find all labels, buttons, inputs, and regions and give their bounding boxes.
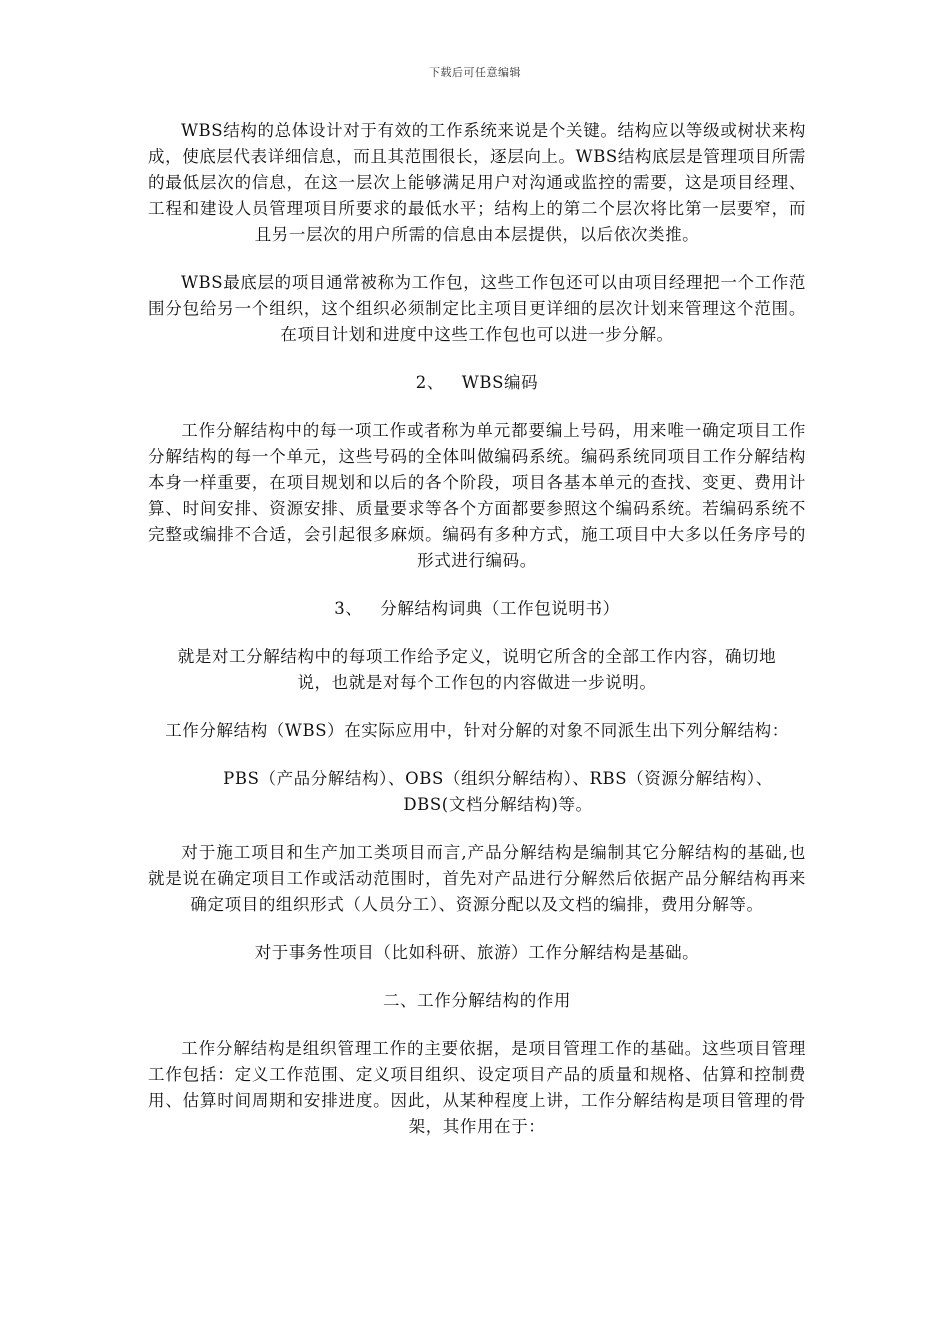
paragraph-work-package [148, 270, 806, 348]
paragraph-construction-projects [148, 840, 806, 918]
paragraph-text: PBS（产品分解结构）、OBS（组织分解结构）、RBS（资源分解结构）、DBS(文档分解结构)等。 [223, 769, 773, 814]
paragraph-dictionary-definition [148, 644, 806, 696]
paragraph-wbs-role [148, 1036, 806, 1140]
paragraph-wbs-design [148, 118, 806, 248]
heading-number: 2、 [415, 373, 444, 392]
heading-title: WBS编码 [461, 373, 539, 392]
paragraph-text: 工作分解结构是组织管理工作的主要依据，是项目管理工作的基础。这些项目管理工作包括：定义工作范围、定义项目组织、设定项目产品的质量和规格、估算和控制费用、估算时间周期和安排进度。因此，从某种程度上讲，工作分解结构是项目管理的骨架，其作用在于： [148, 1039, 806, 1136]
paragraph-text: 工作分解结构（WBS）在实际应用中，针对分解的对象不同派生出下列分解结构： [165, 721, 789, 740]
paragraph-text: WBS结构的总体设计对于有效的工作系统来说是个关键。结构应以等级或树状来构成，使底层代表详细信息，而且其范围很长，逐层向上。WBS结构底层是管理项目所需的最低层次的信息，在这一层次上能够满足用户对沟通或监控的需要，这是项目经理、工程和建设人员管理项目所要求的最低水平；结构上的第二个层次将比第一层要窄，而且另一层次的用户所需的信息由本层提供，以后依次类推。 [148, 121, 806, 244]
paragraph-text: 工作分解结构中的每一项工作或者称为单元都要编上号码，用来唯一确定项目工作分解结构的每一个单元，这些号码的全体叫做编码系统。编码系统同项目工作分解结构本身一样重要，在项目规划和以后的各个阶段，项目各基本单元的查找、变更、费用计算、时间安排、资源安排、质量要求等各个方面都要参照这个编码系统。若编码系统不完整或编排不合适，会引起很多麻烦。编码有多种方式，施工项目中大多以任务序号的形式进行编码。 [148, 421, 806, 570]
heading-section-two: 二、工作分解结构的作用 [382, 991, 572, 1010]
paragraph-derived-structures [148, 718, 806, 744]
paragraph-text: 对于事务性项目（比如科研、旅游）工作分解结构是基础。 [254, 943, 700, 962]
paragraph-text: 就是对工分解结构中的每项工作给予定义，说明它所含的全部工作内容，确切地说，也就是对每个工作包的内容做进一步说明。 [177, 647, 777, 692]
document-body [148, 118, 806, 1162]
paragraph-service-projects [148, 940, 806, 966]
heading-title: 分解结构词典（工作包说明书） [380, 599, 620, 618]
paragraph-text: WBS最底层的项目通常被称为工作包，这些工作包还可以由项目经理把一个工作范围分包给另一个组织，这个组织必须制定比主项目更详细的层次计划来管理这个范围。在项目计划和进度中这些工作包也可以进一步分解。 [148, 273, 806, 344]
paragraph-structure-list [148, 766, 806, 818]
paragraph-text: 对于施工项目和生产加工类项目而言,产品分解结构是编制其它分解结构的基础,也就是说在确定项目工作或活动范围时，首先对产品进行分解然后依据产品分解结构再来确定项目的组织形式（人员分工）、资源分配以及文档的编排，费用分解等。 [148, 843, 806, 914]
heading-dictionary [148, 596, 806, 622]
heading-wbs-coding [148, 370, 806, 396]
paragraph-coding-system [148, 418, 806, 574]
heading-number: 3、 [334, 599, 363, 618]
page-header: 下载后可任意编辑 [429, 66, 521, 79]
